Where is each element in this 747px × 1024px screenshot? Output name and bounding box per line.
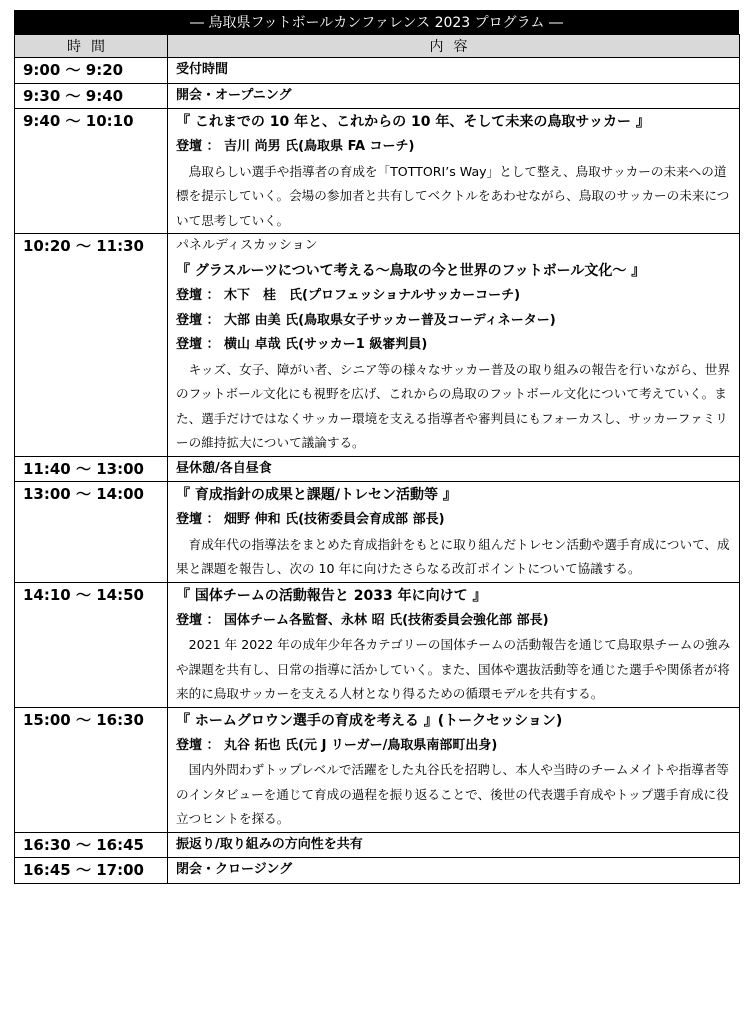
table-row bbox=[15, 456, 740, 482]
session-speaker: 登壇 ： 畑野 伸和 氏(技術委員会育成部 部長) bbox=[176, 512, 445, 527]
session-speaker: 登壇 ： 横山 卓哉 氏(サッカー1 級審判員) bbox=[176, 337, 428, 352]
session-description: 育成年代の指導法をまとめた育成指針をもとに取り組んだトレセン活動や選手育成について、成果と課題を報告し、次の 10 年に向けたさらなる改訂ポイントについて協議する。 bbox=[176, 536, 730, 576]
program-banner: ― 鳥取県フットボールカンファレンス 2023 プログラム ― bbox=[14, 10, 739, 34]
session-label: パネルディスカッション bbox=[176, 238, 318, 253]
session-speaker: 登壇 ： 国体チーム各監督、永林 昭 氏(技術委員会強化部 部長) bbox=[176, 612, 549, 628]
session-label: 閉会・クロージング bbox=[176, 862, 293, 877]
session-label: 受付時間 bbox=[176, 62, 229, 77]
session-description: 2021 年 2022 年の成年少年各カテゴリーの国体チームの活動報告を通じて鳥取県チームの強みや課題を共有し、日常の指導に活かしていく。また、国体や選抜活動等を通じた選手や関係者が将来的に鳥取サッカーを支える人材となり得るための循環モデルを共有する。 bbox=[176, 637, 731, 701]
session-time: 9:40 ～ 10:10 bbox=[15, 109, 168, 234]
session-title: 『 国体チームの活動報告と 2033 年に向けて 』 bbox=[176, 587, 487, 604]
session-content bbox=[168, 109, 740, 234]
table-row bbox=[15, 234, 740, 457]
content-column-header: 内容 bbox=[168, 35, 740, 58]
session-content bbox=[168, 582, 740, 707]
session-content bbox=[168, 456, 740, 482]
session-title: 『 グラスルーツについて考える～鳥取の今と世界のフットボール文化～ 』 bbox=[176, 263, 646, 279]
table-row bbox=[15, 109, 740, 234]
session-speaker: 登壇 ： 木下 桂 氏(プロフェッショナルサッカーコーチ) bbox=[176, 288, 521, 303]
session-title: 『 ホームグロウン選手の育成を考える 』(トークセッション) bbox=[176, 712, 563, 729]
table-row bbox=[15, 707, 740, 832]
program-rows bbox=[15, 58, 740, 884]
session-content bbox=[168, 832, 740, 858]
session-content bbox=[168, 83, 740, 109]
table-row bbox=[15, 858, 740, 884]
session-speaker: 登壇 ： 大部 由美 氏(鳥取県女子サッカー普及コーディネーター) bbox=[176, 312, 556, 328]
table-row bbox=[15, 83, 740, 109]
session-description: 国内外問わずトップレベルで活躍をした丸谷氏を招聘し、本人や当時のチームメイトや指導者等のインタビューを通じて育成の過程を振り返ることで、後世の代表選手育成やトップ選手育成に役立つヒントを探る。 bbox=[176, 762, 729, 826]
session-speaker: 登壇 ： 吉川 尚男 氏(鳥取県 FA コーチ) bbox=[176, 139, 415, 154]
session-time: 16:30 ～ 16:45 bbox=[15, 832, 168, 858]
session-content bbox=[168, 707, 740, 832]
session-time: 9:00 ～ 9:20 bbox=[15, 58, 168, 84]
session-title: 『 育成指針の成果と課題/トレセン活動等 』 bbox=[176, 487, 457, 503]
time-column-header: 時間 bbox=[15, 35, 168, 58]
session-description: 鳥取らしい選手や指導者の育成を「TOTTORI’s Way」として整え、鳥取サッカーの未来への道標を提示していく。会場の参加者と共有してベクトルをあわせながら、鳥取のサッカーの未来について思考していく。 bbox=[176, 163, 730, 228]
session-label: 振返り/取り組みの方向性を共有 bbox=[176, 836, 363, 852]
session-time: 10:20 ～ 11:30 bbox=[15, 234, 168, 457]
session-time: 9:30 ～ 9:40 bbox=[15, 83, 168, 109]
table-row bbox=[15, 482, 740, 583]
program-document bbox=[14, 10, 739, 884]
session-time: 15:00 ～ 16:30 bbox=[15, 707, 168, 832]
session-label: 昼休憩/各自昼食 bbox=[176, 460, 272, 476]
session-content bbox=[168, 858, 740, 884]
session-time: 14:10 ～ 14:50 bbox=[15, 582, 168, 707]
table-row bbox=[15, 832, 740, 858]
session-content bbox=[168, 234, 740, 457]
session-description: キッズ、女子、障がい者、シニア等の様々なサッカー普及の取り組みの報告を行いながら、世界のフットボール文化にも視野を広げ、これからの鳥取のフットボール文化について考えていく。また、選手だけではなくサッカー環境を支える指導者や審判員にもフォーカスし、サッカーファミリーの維持拡大について議論する。 bbox=[176, 361, 730, 450]
table-header-row bbox=[15, 35, 740, 58]
session-time: 13:00 ～ 14:00 bbox=[15, 482, 168, 583]
program-table bbox=[14, 34, 740, 884]
session-label: 開会・オープニング bbox=[176, 87, 292, 103]
table-row bbox=[15, 58, 740, 84]
session-time: 11:40 ～ 13:00 bbox=[15, 456, 168, 482]
session-speaker: 登壇 ： 丸谷 拓也 氏(元 J リーガー/鳥取県南部町出身) bbox=[176, 737, 498, 753]
session-time: 16:45 ～ 17:00 bbox=[15, 858, 168, 884]
session-content bbox=[168, 482, 740, 583]
session-title: 『 これまでの 10 年と、これからの 10 年、そして未来の鳥取サッカー 』 bbox=[176, 114, 650, 130]
session-content bbox=[168, 58, 740, 84]
table-row bbox=[15, 582, 740, 707]
